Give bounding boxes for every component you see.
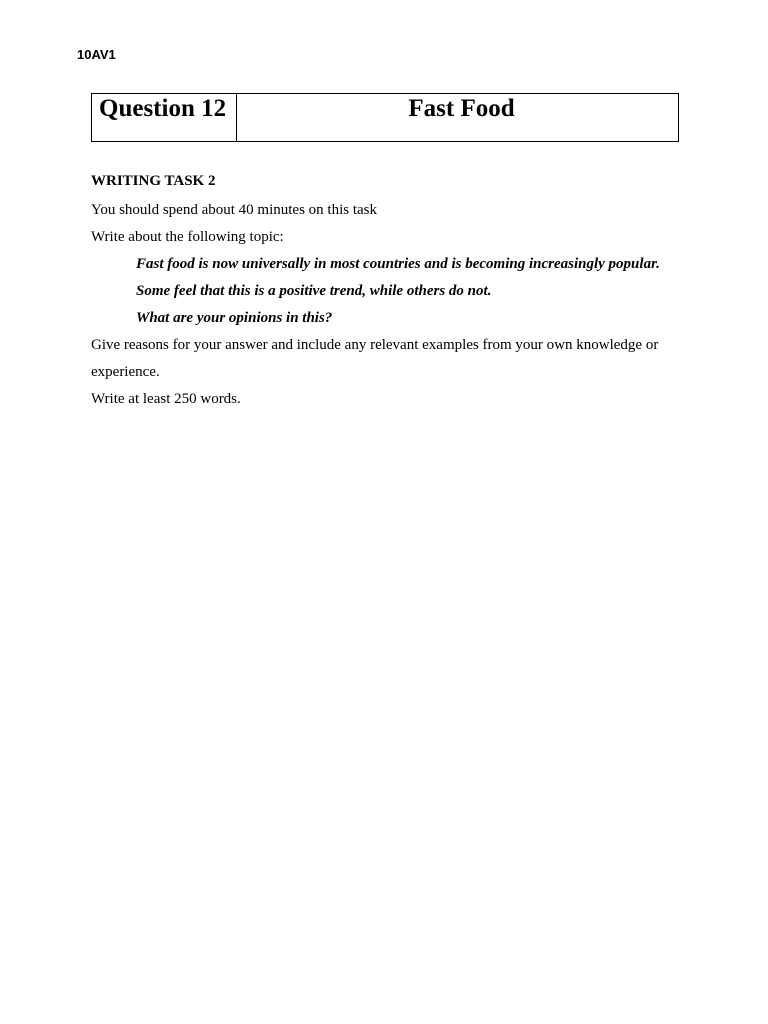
topic-statement-line: Some feel that this is a positive trend, while others do not.: [136, 283, 492, 299]
topic-statement-line: Fast food is now universally in most countries and is becoming increasingly popular.: [136, 256, 660, 272]
topic-question-line: What are your opinions in this?: [136, 310, 333, 326]
time-instruction: You should spend about 40 minutes on this task: [91, 202, 377, 218]
topic-title: Fast Food: [408, 95, 515, 122]
task-content: [91, 170, 691, 413]
word-count-instruction: Write at least 250 words.: [91, 391, 241, 407]
reasons-instruction-line: experience.: [91, 364, 160, 380]
document-code: 10AV1: [77, 47, 116, 62]
question-header-table: [91, 93, 679, 142]
topic-intro: Write about the following topic:: [91, 229, 284, 245]
reasons-instruction-line: Give reasons for your answer and include any relevant examples from your own knowledge or: [91, 337, 659, 353]
question-number-label: Question 12: [92, 94, 237, 141]
task-title: WRITING TASK 2: [91, 173, 216, 189]
